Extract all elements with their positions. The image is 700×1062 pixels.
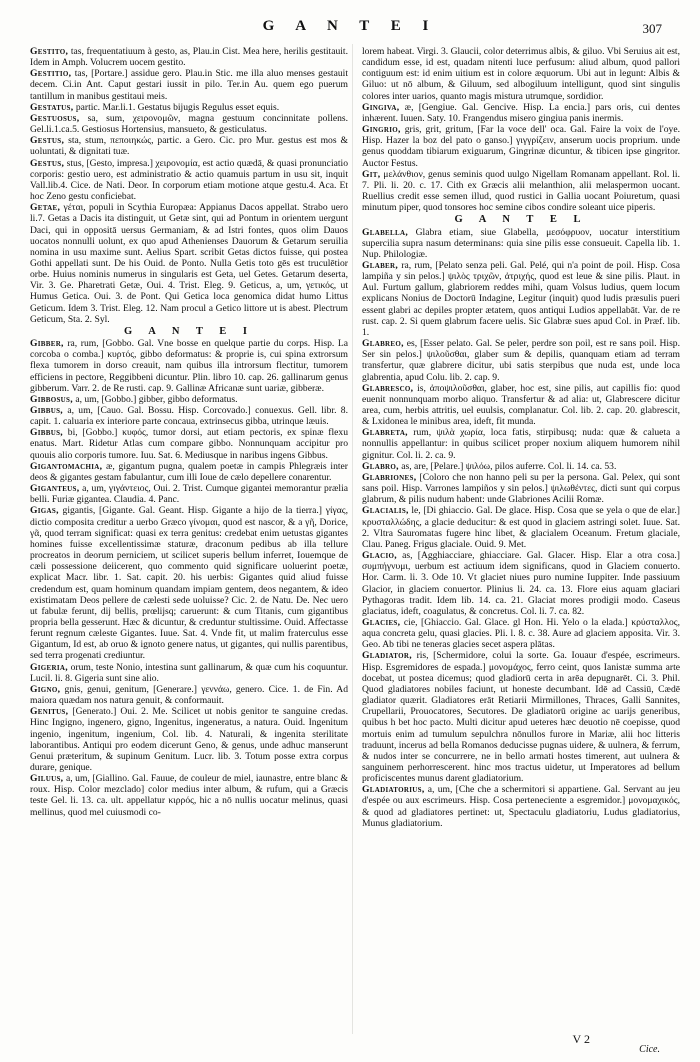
- entry-headword: Gestus,: [30, 135, 65, 147]
- dictionary-entry: [362, 461, 680, 472]
- entry-headword: Gibbosus,: [30, 393, 73, 405]
- dictionary-entry: [362, 617, 680, 650]
- column-gutter: [352, 44, 353, 1034]
- dictionary-entry: [30, 427, 348, 460]
- dictionary-entry: [362, 427, 680, 460]
- dictionary-entry: [30, 394, 348, 405]
- entry-headword: Glacialis,: [362, 505, 409, 517]
- dictionary-entry: [362, 260, 680, 338]
- section-heading: G A N T E L: [454, 214, 588, 226]
- entry-definition: [Coloro che non hanno peli su per la persona. Gal. Pelex, qui sont sans poil. Hisp. Varrones lampiños y sin pelos.] ψιλωθέντες, dicti sunt qui corpus glabrum, & pilis nudum habent: unde Glabriones Acilii Romæ.: [362, 471, 680, 506]
- entry-definition: bi, [Gobbo.] κυφός, tumor dorsi, aut etiam pectoris, ex spinæ flexu enatus. Mart. Ridetur Atlas cum compare gibbo. Nonnunquam accipitur pro quouis alio corporis tumore. Iuu. Sat. 6. Mediusque in naribus ingens Gibbus.: [30, 427, 348, 461]
- dictionary-entry: [362, 227, 680, 260]
- entry-definition: gris, grit, gritum, [Far la voce dell' oca. Gal. Faire la voix de l'oye. Hisp. Hazer la boz del pato o ganso.] γιγγρίζειν, anserum uocis proprium. unde genus quoddam tibiarum exiguarum, Gingrinæ dicuntur, & tibicen ipse gingritor. Auctor Festus.: [362, 124, 680, 169]
- entry-definition: as, are, [Pelare.] ψιλόω, pilos auferre. Col. li. 14. ca. 53.: [401, 460, 617, 472]
- entry-headword: Gestus,: [30, 157, 65, 169]
- section-heading: G A N T E I: [123, 325, 254, 337]
- entry-definition: æ, gigantum pugna, qualem poetæ in campis Phlegræis inter deos & gigantes gestam fabulantur, cum illi Ioue de cælo depellere conarentur.: [30, 460, 348, 483]
- entry-definition: rum, ψιλὰ χωρία, loca fatis, stirpibusq; nuda: quæ & calueta a nonnullis appellantur: in quibus scilicet proper noxium aliquem humorem nihil gignitur. Col. li. 2. ca. 9.: [362, 427, 680, 461]
- dictionary-entry: [362, 338, 680, 383]
- dictionary-entry: [30, 46, 348, 68]
- entry-definition: a, um, [Cauo. Gal. Bossu. Hisp. Corcovado.] conuexus. Gell. libr. 8. capit. 1. caluaria ex interiore parte concaua, extrinsecus gibba, utrinque læuis.: [30, 405, 348, 428]
- entry-definition: μελάνθιον, genus seminis quod uulgo Nigellam Romanam appellant. Rol. li. 7. Pli. li. 20. c. 17. Cith ex Græcis alii melanthion, alii melaspermon uocant. Ruellius credit esse semen illud, quod rustici in Gallia uocant Poiuretum, quasi minutum piper, quod tonsores hoc semine cibos condire soleant uice piperis.: [362, 168, 680, 214]
- entry-definition: [Generato.] Oui. 2. Me. Scilicet ut nobis genitor te sanguine credas. Hinc Ingigno, ingenero, gigno, Ingenitus, ingeneratus, a natura. Ouid. Ingenitum ingenio, ingenitum, ingenium, Col. lib. 4. Naturali, & ingenita sterilitate laborantibus. Antiqui pro eodem dicerunt Geno, & genus, unde adhuc manserunt Genui præteritum, & supinum Genitum. Lucr. lib. 3. Totum posse extra corpus durare, genique.: [30, 706, 348, 773]
- dictionary-entry: [362, 102, 680, 124]
- dictionary-entry: [30, 483, 348, 505]
- entry-definition: es, [Esser pelato. Gal. Se peler, perdre son poil, est re sans poil. Hisp. Ser sin pelos.] ψιλοῦσθαι, glaber sum & depilis, quanquam etiam ad terram transfertur, quæ glabrere dicitur, ubi satis sterpibus que nuda est, unde loca glabrentia, apud Colu. lib. 2. cap. 9.: [362, 338, 680, 383]
- dictionary-entry: [362, 124, 680, 169]
- dictionary-entry: [362, 46, 680, 102]
- dictionary-entry: [362, 550, 680, 617]
- dictionary-entry: [30, 113, 348, 135]
- entry-definition: le, [Di ghiaccio. Gal. De glace. Hisp. Cosa que se yela o que de elar.] κρυσταλλώδης, a glacie deducitur: & est quod in glaciem astringi solet. Iuue. Sat. 2. Vltra Sauromatas fugere hinc libet, & glacialem Oceanum. Fretum glaciale, Clau. Paneg. Frigus glaciale. Ouid. 9. Met.: [362, 505, 680, 550]
- entry-definition: orum, teste Nonio, intestina sunt gallinarum, & quæ cum his coquuntur. Lucil. li. 8. Gigeria sunt sine alio.: [30, 661, 348, 684]
- entry-headword: Glacio,: [362, 550, 397, 562]
- dictionary-entry: [362, 383, 680, 428]
- entry-definition: sa, sum, χειρονομῶν, magna gestuum concinnitate pollens. Gel.li.1.ca.5. Gestiosus Hortensius, mansueto, & gesticulatus.: [30, 112, 348, 136]
- right-column: [362, 46, 680, 1026]
- entry-headword: Gingiva,: [362, 101, 400, 113]
- entry-headword: Glabreta,: [362, 427, 408, 439]
- page-number: 307: [642, 21, 662, 36]
- entry-definition: partic. Mar.li.1. Gestatus bijugis Regulus esset equis.: [75, 101, 280, 113]
- entry-definition: æ, [Gengiue. Gal. Gencive. Hisp. La encia.] pars oris, cui dentes inhærent. Iuuen. Saty. 10. Frangendus misero gingiua panis inermis.: [362, 101, 680, 124]
- dictionary-entry: [30, 202, 348, 325]
- dictionary-entry: [30, 338, 348, 394]
- dictionary-entry: [362, 505, 680, 550]
- entry-headword: Glabro,: [362, 460, 399, 472]
- entry-headword: Glabreo,: [362, 338, 404, 350]
- entry-headword: Gingrio,: [362, 124, 401, 136]
- dictionary-entry: [362, 472, 680, 505]
- dictionary-entry: [362, 784, 680, 829]
- signature-mark: V 2: [572, 1032, 590, 1046]
- entry-definition: is, ἀποψιλοῦσθαι, glaber, hoc est, sine pilis, aut capillis fio: quod euenit nonnunquam morbo aliquo. Transfertur & ad alia: ut, Glabrescere dicitur area, cum, herbis attritis, uel euulsis, complanatur. Col. lib. 2. cap. 20. glabrescit, & Lxidonea le minibus area, ideft, fit munda.: [362, 382, 680, 428]
- entry-headword: Glabriones,: [362, 471, 417, 483]
- dictionary-entry: [30, 773, 348, 818]
- entry-definition: a, um, [Che che a schermitori si appartiene. Gal. Servant au jeu d'espée ou aux escrimeurs. Hisp. Cosa perteneciente a esgremidor.] μονομαχικός, & quod ad gladiatores pertinet: ut, Spectaculu gladiatoriu, Ludus gladiatorius, Munus gladiatorium.: [362, 784, 680, 829]
- entry-headword: Gestitio,: [30, 68, 72, 80]
- entry-headword: Getae,: [30, 202, 61, 214]
- entry-definition: cie, [Ghiaccio. Gal. Glace. gl Hon. Hi. Yelo o la elada.] κρύσταλλος, aqua concreta gelu, quasi glacies. Pli. l. 8. c. 38. Aure ad glaciem apposita. Vir. 3. Geo. Ab tibi ne teneras glacies secet aspera plātas.: [362, 616, 680, 651]
- entry-headword: Gigas,: [30, 505, 59, 517]
- entry-definition: γέται, populi in Scythia Europæa: Appianus Dacos appellat. Strabo uero li.7. Getas a Dacis ita distinguit, ut Getæ sint, qui ad Pontum in orientem uergunt Daci, qui in oppositā uersus Germaniam, & ad Istri fontes, quos olim Dauos uocatos nonnulli uolunt, ex quo apud Athenienses Dauorum & Getarum seruilia nomina in usu maxime sunt. Aelius Spart. scribit Getas dictos fuisse, qui postea Gothi appellati sunt. De his Ouid. de Ponto. Nulla Getis toto gēs est truculētior orbe. Huius nominis numerus in singularis est Geta, uel Getes. Getarum deserta, Vir. 3. Ge. Pharetrati Getæ, Oui. 4. Trist. Eleg. 9. Geticus, a, um, γετικός, ut Humus Getica. Oui. 3. de Pont. Qui Getica loca genomica didat humo Littus Geticum. Idem 3. Trist. Eleg. 12. Nam procul a Getico littore ut is abest. Plectrum Geticum, Sta. 2. Syl.: [30, 202, 348, 325]
- dictionary-entry: [362, 650, 680, 784]
- entry-definition: a, um, γιγάντειος, Oui. 2. Trist. Cumque gigantei memorantur prælia belli. Furiæ gigantea. Claudia. 4. Panc.: [30, 483, 348, 506]
- entry-headword: Genitus,: [30, 706, 69, 718]
- entry-definition: lorem habeat. Virgi. 3. Glaucii, color deterrimus albis, & giluo. Vbi Seruius ait est, candidum esse, id est, quadam nitenti luce perfusum: aliud album, quod pallori contiguum est: id enim uitium est in colore æquorum. Ubi aut in legunt: Albis & Giluo: ut nō album, & Giluum, sed albogiluum intelligunt, quod sint singulis colores inter uarios, quanto magis mistura utrumque, sordidior.: [362, 46, 680, 102]
- entry-headword: Gigeria,: [30, 661, 68, 673]
- entry-headword: Gibbus,: [30, 405, 63, 416]
- dictionary-entry: [30, 102, 348, 113]
- dictionary-entry: [30, 405, 348, 427]
- entry-definition: ris, [Schermidore, colui la sorte. Ga. Iouaur d'espée, escrimeurs. Hisp. Esgremidores de espada.] μονομάχος, ferro ceint, quos Ianistæ summa arte docebat, ut postea dicemus; quod gladiorū certa in arēa depugnarēt. Ci. 3. Phil. Quod gladiatores nobiles faciunt, ut honeste decumbant. Idē ad Cassiū, Cædē gladiator quærit. Gladiatores erāt Retiarii Mirmillones, Thraces, Galli Sannites, Crupellarii, Prouocatores, Secutores. De gladiatorū origine ac uarijs generibus, quibus h bet hoc pacto. Multi dicitur apud ueteres hæc deuotio nē coepisse, quod mortuis enim ad tumulum sepulchra nōnullos furore in Mariæ, alii hoc litteris traduunt, incerus ad bella Romanos deducisse pugnas uidere, & uulnera, & ferrum, & nudos inter se concurrere, ne in bello armati hostes timerent, aut uulnera & sanguinem perhorrescerent. hinc mos tractus uidetur, ut Imperatores ad bellum proficiscentes munus darent gladiatorium.: [362, 650, 680, 785]
- entry-headword: Glabella,: [362, 226, 409, 238]
- dictionary-entry: [30, 158, 348, 203]
- entry-definition: ra, rum, [Gobbo. Gal. Vne bosse en quelque partie du corps. Hisp. La corcoba o comba.] κυρτός, gibbo deformatus: & proprie is, cui spina extrorsum flexa tumorem in dorso creauit, nam quibus illa introrsum flectitur, tumorem efficiens in pectore, Reggibbeni dicuntur. Plin. libro 10. cap. 26. gallinarum genus gibberum. Varr. 2. de Re rusti. cap. 9. Gallinæ Africanæ sunt uariæ, gibberæ.: [30, 338, 348, 394]
- dictionary-entry: [30, 461, 348, 483]
- dictionary-entry: [30, 135, 348, 157]
- entry-definition: Glabra etiam, siue Glabella, μεσόφρυον, uocatur interstitium supercilia supra nasum determinans: quia sine pilis esse consueuit. Capella lib. 1. Nup. Philologiæ.: [362, 226, 680, 260]
- dictionary-entry: [362, 169, 680, 214]
- entry-headword: Gigantomachia,: [30, 460, 103, 472]
- entry-headword: Gladiator,: [362, 650, 412, 662]
- entry-definition: sta, stum, πεποιηκώς, partic. a Gero. Cic. pro Mur. gestus est mos & uoluntati, & dignitati tuæ.: [30, 135, 348, 158]
- catchword: Cice.: [639, 1044, 660, 1055]
- entry-headword: Gestatus,: [30, 101, 74, 113]
- entry-headword: Giluus,: [30, 773, 64, 785]
- entry-headword: Glabresco,: [362, 382, 414, 394]
- entry-headword: Gladiatorius,: [362, 784, 425, 796]
- entry-headword: Glaber,: [362, 259, 399, 271]
- entry-definition: stus, [Gesto, impresa.] χειρονομία, est actio quædā, & quasi pronunciatio corporis: gestio uero, est administratio & actio quamuis partum in usu sit, inquit Vall.lib.4. Cice. de Nati. Deor. In corporum etiam motione atque gestu.4. Aca. Et hoc Zeno gestu conficiebat.: [30, 157, 348, 203]
- entry-headword: Gestuosus,: [30, 112, 80, 124]
- entry-definition: a, um, [Gobbo.] gibber, gibbo deformatus.: [75, 393, 238, 405]
- dictionary-entry: [30, 684, 348, 706]
- running-head: G A N T E I: [262, 18, 438, 34]
- entry-definition: gnis, genui, genitum, [Generare.] γεννάω, genero. Cice. 1. de Fin. Ad maiora quædam nos natura genuit, & conformauit.: [30, 683, 348, 707]
- entry-headword: Gibber,: [30, 338, 64, 350]
- entry-definition: ra, rum, [Pelato senza peli. Gal. Pelé, qui n'a point de poil. Hisp. Cosa lampiña y sin pelos.] ψιλὸς τριχῶν, ἀτριχής, quod est leue & sine pilis. Plaut. in Aul. Furtum gallum, glabriorem reddes mihi, quam Volsus ludius, quem locum explicans Nonius de Doctorū Indagine, Legitur (inquit) quod ludis præsulis pueri essent glabri ac depiles propter ætatem, quos antiqui Ludios appellabāt. Var. de re rust. cap. 2. Si quem glabrum facere uelis. Sic Glabræ sues apud Col. in Præf. lib. 1.: [362, 259, 680, 338]
- dictionary-entry: [30, 662, 348, 684]
- entry-headword: Gigno,: [30, 683, 61, 695]
- dictionary-entry: [30, 706, 348, 773]
- entry-headword: Gibbus,: [30, 427, 63, 439]
- entry-headword: Git,: [362, 168, 381, 180]
- entry-headword: Giganteus,: [30, 483, 80, 495]
- entry-definition: tas, [Portare.] assidue gero. Plau.in Stic. me illa aluo menses gestauit decem. Ci.in Ant. Caput gestari iussit in pilo. Ter.in Au. quem ego puerum tantillum in manibus gestitaui meis.: [30, 68, 348, 102]
- left-column: [30, 46, 348, 1036]
- entry-definition: gigantis, [Gigante. Gal. Geant. Hisp. Gigante a hijo de la tierra.] γίγας, dictio composita creditur a uerbo Græco γίνομαι, quod est nascor, & a γῆ, Dorice, γᾶ, quod terram significat: quasi ex terra genitus: credebat enim uetustas gigantes homines fuisse excellentissimæ staturæ, draconum pedibus ab illa tellure procreatos in deorum perniciem, ut scilicet superis bellum inferret, Iouemque de cæli possessione deiicerent, quo commento quid significare uoluerint poetæ, explicat Macr. libr. 1. Sat. capit. 20. his uerbis: Gigantes quid aliud fuisse credendum est, quam hominum quandam impiam gentem, deos negantem, & ideo existimatam Deos pellere de cælesti sede uoluisse? Cic. 2. de Natu. De. Nec uero ut fabulæ ferunt, dij bellis, prœlijsq; caruerunt: & cum Titanis, cum gigantibus propria bella gesserunt. Hæc & dicuntur, & creduntur stultissime. Ouid. Affectasse ferunt regnum cæleste Gigantes. Iuue. Sat. 4. Vnde fit, ut malim fraterculus esse Gigantum, Id est, ab oruo & ignoto genere natus, ut gigantes, qui nullis parentibus, sed terra progenati crediuntur.: [30, 505, 348, 662]
- entry-definition: a, um, [Giallino. Gal. Fauue, de couleur de miel, iaunastre, entre blanc & roux. Hisp. Color mezclado] color medius inter album, & rufum, qui a Græcis teste Gel. li. 13. ca. ult. appellatur κιρρός, hic a nō nullis uocatur melinus, quasi mellinus, quod mel cuiusmodi co-: [30, 773, 348, 818]
- dictionary-entry: [30, 505, 348, 661]
- entry-definition: tas, frequentatiuum à gesto, as, Plau.in Cist. Mea here, herilis gestitauit. Idem in Amph. Volucrem uocem gestito.: [30, 46, 348, 69]
- dictionary-entry: [30, 68, 348, 101]
- entry-headword: Gestito,: [30, 46, 69, 57]
- entry-headword: Glacies,: [362, 616, 401, 628]
- entry-definition: as, [Agghiacciare, ghiacciare. Gal. Glacer. Hisp. Elar a otra cosa.] συμπήγνυμι, uerbum est actiuum idem significans, quod in Glaciem conuerto. Hor. Carm. li. 3. Ode 10. Vt glaciet niues puro numine Iuppiter. Inde passiuum Glacior, in glaciem conuertor. Plinius li. 24. ca. 13. Flore eius aquam glaciari Pythagoras tradit. Idem lib. 14. ca. 21. Glaciat mores prodigii modo. Caseus glaciatus, ideft, coagulatus, & concretus. Col. li. 7. ca. 82.: [362, 550, 680, 617]
